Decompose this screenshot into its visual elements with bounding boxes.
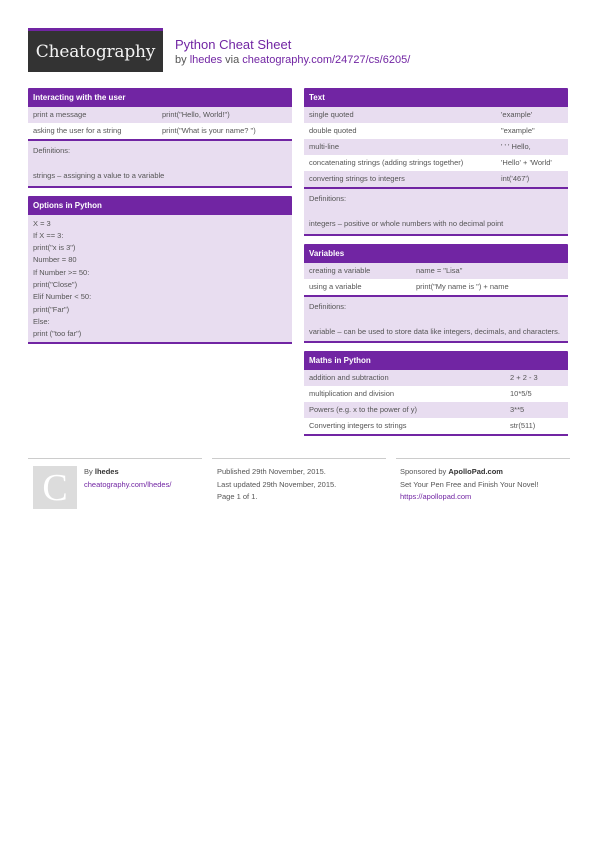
- by-label: By: [84, 467, 93, 476]
- row-value: print("What is your name? "): [162, 126, 256, 135]
- table-row: [304, 155, 568, 171]
- title-block: [175, 28, 410, 73]
- code-line: print("Close"): [33, 279, 78, 289]
- definitions: [304, 295, 568, 342]
- definitions-label: Definitions:: [309, 301, 347, 311]
- table-row: [28, 107, 292, 123]
- definitions-text: integers – positive or whole numbers with no decimal point: [309, 219, 504, 228]
- sponsor-name: ApolloPad.com: [448, 467, 503, 476]
- right-column: [304, 88, 568, 444]
- sponsored-label: Sponsored by: [400, 467, 447, 476]
- table-row: [304, 123, 568, 139]
- row-key: double quoted: [309, 126, 357, 135]
- code-line: X = 3: [33, 218, 51, 228]
- table-row: [304, 279, 568, 295]
- page-subtitle: [175, 53, 410, 67]
- table-row: [304, 402, 568, 418]
- row-value: int('467'): [501, 174, 530, 183]
- definitions: [28, 139, 292, 186]
- row-key: multiplication and division: [309, 389, 395, 398]
- code-line: Else:: [33, 316, 50, 326]
- table-row: [28, 123, 292, 139]
- row-key: using a variable: [309, 281, 362, 291]
- block-title: Options in Python: [28, 196, 292, 215]
- block-title: Variables: [304, 244, 568, 263]
- row-value: 'Hello' + 'World': [501, 158, 552, 167]
- sheet-url-link[interactable]: cheatography.com/24727/cs/6205/: [242, 54, 411, 66]
- row-key: converting strings to integers: [309, 174, 405, 183]
- logo-text: Cheatography: [35, 41, 156, 62]
- footer-dates: [212, 458, 386, 513]
- code-line: If Number >= 50:: [33, 267, 90, 277]
- author-info: [84, 466, 171, 491]
- sponsor-tagline: Set Your Pen Free and Finish Your Novel!: [400, 479, 539, 489]
- code-line: If X == 3:: [33, 230, 64, 240]
- row-value: name = "Lisa": [416, 265, 463, 275]
- updated-date: Last updated 29th November, 2015.: [217, 479, 337, 489]
- row-value: print("Hello, World!"): [162, 110, 230, 119]
- row-value: str(511): [510, 421, 536, 430]
- sponsor-info: [400, 466, 538, 504]
- definitions: [304, 187, 568, 234]
- table-row: [304, 171, 568, 187]
- block-options: [28, 196, 292, 345]
- code-line: print ("too far"): [33, 329, 82, 339]
- published-date: Published 29th November, 2015.: [217, 467, 326, 476]
- author-link[interactable]: lhedes: [189, 54, 223, 66]
- definitions-text: strings – assigning a value to a variable: [33, 171, 165, 180]
- table-row: [304, 107, 568, 123]
- footer-author: [28, 458, 202, 513]
- block-variables: [304, 244, 568, 344]
- row-value: 'example': [501, 110, 533, 119]
- row-value: 10*5/5: [510, 389, 532, 398]
- row-key: concatenating strings (adding strings together): [309, 158, 464, 167]
- code-line: Elif Number < 50:: [33, 292, 92, 302]
- row-key: single quoted: [309, 110, 354, 119]
- row-key: print a message: [33, 110, 87, 119]
- block-text: [304, 88, 568, 236]
- row-key: addition and subtraction: [309, 373, 389, 382]
- code-lines: [28, 215, 292, 343]
- table-row: [304, 386, 568, 402]
- block-title: Text: [304, 88, 568, 107]
- definitions-label: Definitions:: [309, 194, 347, 203]
- code-line: Number = 80: [33, 255, 77, 265]
- table-row: [304, 418, 568, 434]
- footer-sponsor: [396, 458, 570, 513]
- row-key: multi-line: [309, 142, 340, 151]
- row-key: creating a variable: [309, 265, 371, 275]
- left-column: [28, 88, 292, 352]
- block-maths: [304, 351, 568, 436]
- page-header: [28, 28, 410, 73]
- row-key: asking the user for a string: [33, 126, 122, 135]
- sponsor-link[interactable]: https://apollopad.com: [400, 492, 472, 501]
- row-value: "example": [501, 126, 535, 135]
- code-line: print("x is 3"): [33, 243, 76, 253]
- row-value: 3**5: [510, 405, 525, 414]
- block-title: Maths in Python: [304, 351, 568, 370]
- via-label: via: [225, 54, 240, 66]
- table-row: [304, 139, 568, 155]
- row-key: Converting integers to strings: [309, 421, 407, 430]
- row-value: print("My name is ") + name: [416, 281, 509, 291]
- publish-info: [217, 466, 336, 504]
- by-label: by: [175, 54, 187, 66]
- avatar-letter: C: [42, 466, 68, 509]
- block-title: Interacting with the user: [28, 88, 292, 107]
- table-row: [304, 370, 568, 386]
- author-profile-link[interactable]: cheatography.com/lhedes/: [84, 479, 172, 489]
- page-title: Python Cheat Sheet: [175, 37, 292, 52]
- author-name: lhedes: [94, 467, 119, 476]
- block-interacting: [28, 88, 292, 188]
- row-value: ' ' ' Hello,: [501, 142, 531, 151]
- row-value: 2 + 2 - 3: [510, 373, 538, 382]
- row-key: Powers (e.g. x to the power of y): [309, 405, 417, 414]
- table-row: [304, 263, 568, 279]
- page-footer: [28, 458, 572, 518]
- definitions-label: Definitions:: [33, 146, 71, 155]
- definitions-text: variable – can be used to store data like integers, decimals, and characters.: [309, 326, 560, 336]
- page-count: Page 1 of 1.: [217, 492, 258, 501]
- cheatography-logo[interactable]: [28, 28, 163, 72]
- code-line: print("Far"): [33, 304, 70, 314]
- avatar: [33, 466, 77, 509]
